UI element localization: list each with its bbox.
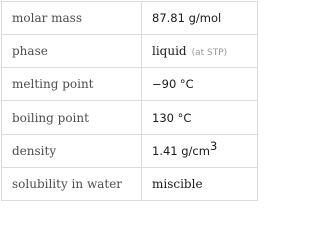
table-row-phase [2, 35, 258, 68]
density-label: density [12, 143, 57, 158]
density-value: 1.41 g/cm [152, 143, 210, 158]
melting-point-value: −90 °C [152, 77, 194, 92]
row-value [142, 35, 258, 68]
molar-mass-label: molar mass [12, 11, 82, 26]
phase-condition: (at STP) [191, 48, 228, 59]
boiling-point-value: 130 °C [152, 110, 192, 125]
solubility-label: solubility in water [12, 176, 123, 191]
table-row-solubility [2, 167, 258, 200]
row-value [142, 134, 258, 167]
properties-table [1, 1, 258, 201]
boiling-point-label: boiling point [12, 110, 89, 125]
row-value [142, 101, 258, 134]
density-unit-exponent: 3 [209, 138, 218, 153]
solubility-value: miscible [152, 176, 203, 191]
melting-point-label: melting point [12, 77, 94, 92]
row-label [2, 134, 142, 167]
table-row-boiling-point [2, 101, 258, 134]
phase-label: phase [12, 44, 48, 59]
row-label [2, 35, 142, 68]
row-value [142, 167, 258, 200]
row-label [2, 101, 142, 134]
table-row-molar-mass [2, 2, 258, 35]
row-value [142, 68, 258, 101]
phase-value: liquid [152, 44, 187, 59]
molar-mass-value: 87.81 g/mol [152, 11, 222, 26]
row-value [142, 2, 258, 35]
table-row-density [2, 134, 258, 167]
row-label [2, 68, 142, 101]
row-label [2, 2, 142, 35]
table-row-melting-point [2, 68, 258, 101]
row-label [2, 167, 142, 200]
